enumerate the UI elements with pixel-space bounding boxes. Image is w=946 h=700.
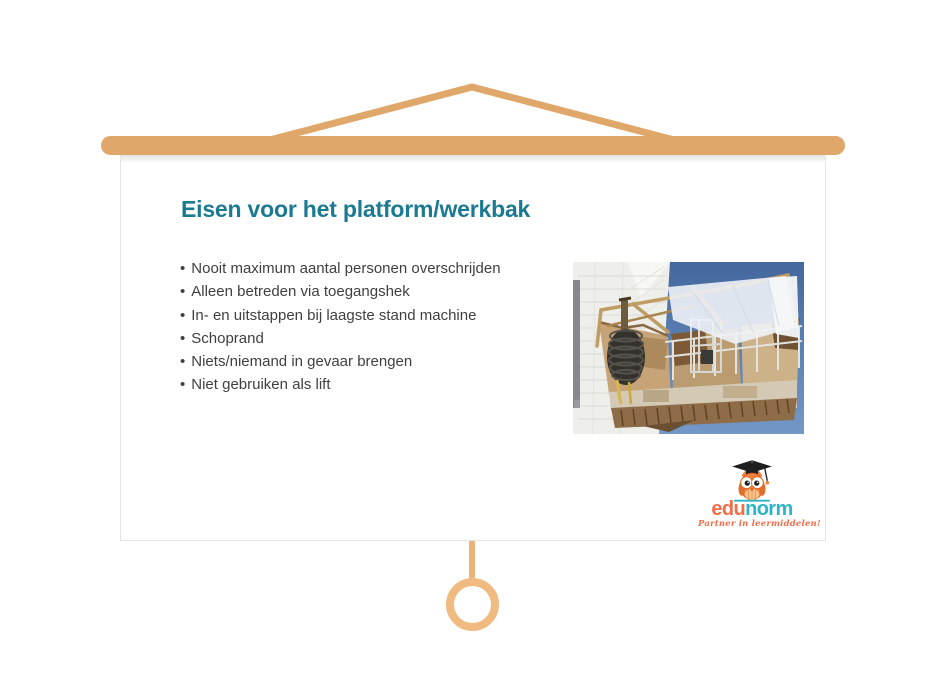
bullet-glyph: • [180, 306, 186, 324]
logo-tagline: Partner in leermiddelen! [698, 519, 821, 529]
bullet-glyph: • [180, 329, 186, 347]
bullet-item [180, 350, 501, 373]
bullet-text: Alleen betreden via toegangshek [191, 283, 410, 301]
pull-ring-icon [446, 578, 499, 631]
bullet-text: Niet gebruiken als lift [191, 376, 331, 394]
logo-word-norm: norm [745, 498, 793, 520]
bullet-glyph: • [180, 260, 186, 277]
bullet-item [180, 257, 501, 280]
projection-screen [120, 155, 826, 541]
bullet-text: In- en uitstappen bij laagste stand machine [191, 306, 477, 324]
bullet-text: Schoprand [191, 329, 264, 347]
screen-rod [101, 136, 845, 155]
bullet-list [180, 257, 501, 397]
bullet-glyph: • [180, 376, 186, 394]
bullet-item [180, 304, 501, 327]
bullet-glyph: • [180, 353, 186, 371]
logo-word-edu: edu [711, 498, 746, 520]
pull-cord [469, 541, 475, 583]
bullet-text: Niets/niemand in gevaar brengen [191, 353, 413, 371]
slide-title: Eisen voor het platform/werkbak [181, 196, 531, 222]
edunorm-logo [698, 458, 821, 529]
logo-wordmark [698, 498, 806, 520]
owl-graduate-icon [725, 458, 779, 502]
bullet-item [180, 280, 501, 303]
bullet-item [180, 373, 501, 396]
bullet-glyph: • [180, 283, 186, 301]
work-platform-photo [573, 262, 804, 434]
bullet-item [180, 327, 501, 350]
screen-top-shadow [121, 155, 825, 162]
bullet-text: Nooit maximum aantal personen overschrijden [191, 260, 501, 277]
